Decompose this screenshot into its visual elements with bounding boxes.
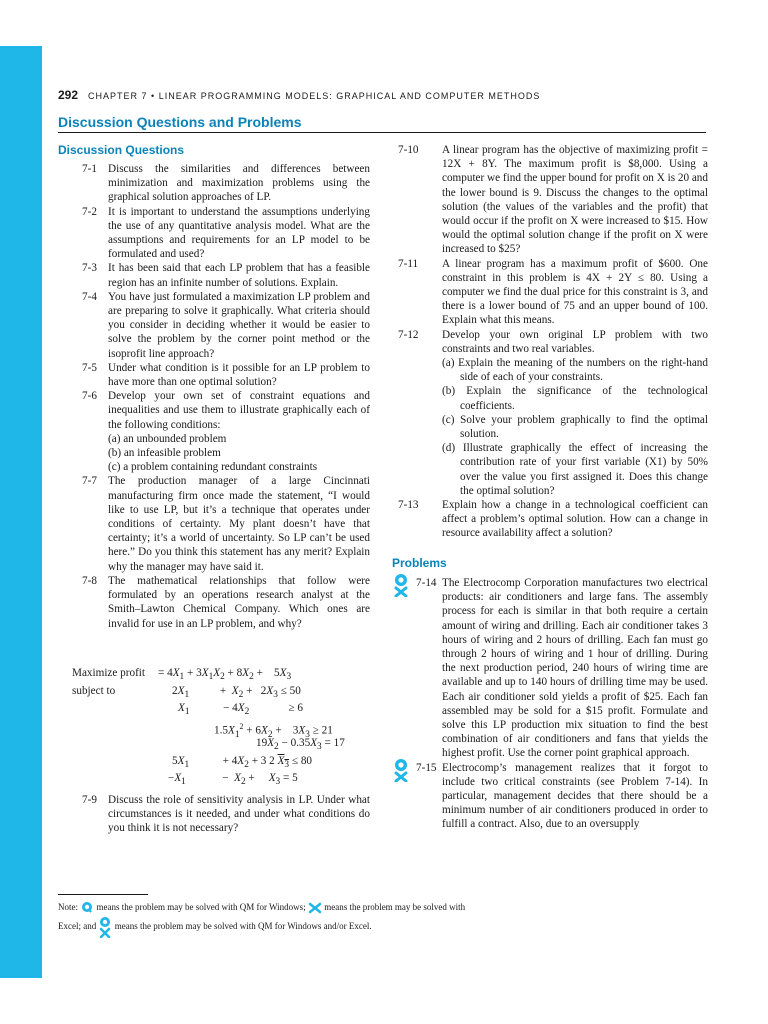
problem-text: Electrocomp’s management realizes that it forgot to include two critical constraints (see Problem 7-14). In particular, management decides that there should be a minimum number of air conditioners produced in order to fulfill a contract. Also, due to an oversupply (442, 761, 708, 831)
question-number: 7-6 (82, 390, 97, 403)
question-item (392, 328, 708, 498)
footnote-part1: means the problem may be solved with QM for Windows; (96, 902, 306, 912)
problem-item (392, 576, 708, 761)
question-number: 7-4 (82, 290, 97, 303)
question-item (58, 261, 370, 289)
qm-excel-icon (98, 916, 112, 938)
question-item (58, 474, 370, 573)
question-7-9 (58, 793, 370, 836)
question-item (58, 162, 370, 205)
cyan-margin-band (0, 46, 42, 978)
constraint-3: $1.5X_1^2 + 6X_2$ + $3X_3 \ge 21$ (214, 721, 333, 740)
question-text: Develop your own set of constraint equations and inequalities and use them to illustrate graphically each of the following conditions: (108, 390, 370, 431)
page-number: 292 (58, 88, 79, 102)
question-text: The production manager of a large Cincinnati manufacturing firm once made the statement, “I would like to use LP, but it’s a technique that operates under conditions of certainty. My plant doesn’t have that certainty; it’s a world of uncertainty. So LP can’t be used here.” Do you think this statement has any merit? Explain why the manager may have said it. (108, 475, 370, 573)
question-text: Discuss the role of sensitivity analysis in LP. Under what circumstances is it needed, and under what conditions do you think it is not necessary? (108, 794, 370, 835)
footnote-rule (58, 894, 148, 895)
question-item (58, 290, 370, 361)
question-number: 7-8 (82, 574, 97, 587)
question-number: 7-11 (398, 257, 419, 270)
section-title: Discussion Questions and Problems (58, 114, 302, 130)
problems-heading: Problems (392, 556, 447, 570)
page-side-strip (0, 0, 42, 1024)
excel-icon (308, 901, 322, 915)
constraint-1: $2X_1$ + $X_2 + 2X_3 \le 50$ (172, 684, 301, 700)
sub-item: (d) Illustrate graphically the effect of increasing the contribution rate of your first variable (X1) by 50% over the value you first assigned it. Does this change the optimal solution? (442, 442, 708, 497)
footnote (58, 899, 478, 938)
constraint-2: $X_1$ − $4X_2$ ≥ 6 (178, 702, 303, 718)
sub-item: (a) Explain the meaning of the numbers on the right-hand side of each of your constraints. (442, 357, 708, 384)
constraint-6: $-X_1$ − $X_2$ + $X_3 = 5$ (168, 772, 298, 788)
question-item (58, 574, 370, 631)
objective-label: Maximize profit (72, 667, 146, 679)
question-text: It is important to understand the assumptions underlying the use of any quantitative analysis model. What are the assumptions and requirements for an LP model to be formulated and used? (108, 205, 370, 261)
question-text: Develop your own original LP problem with two constraints and two real variables. (442, 328, 708, 355)
chapter-line: CHAPTER 7 • LINEAR PROGRAMMING MODELS: GRAPHICAL AND COMPUTER METHODS (88, 91, 541, 101)
qm-excel-icon (392, 758, 410, 786)
question-number: 7-3 (82, 262, 97, 275)
sub-item: (b) Explain the significance of the technological coefficients. (442, 385, 708, 412)
sub-item: (b) an infeasible problem (108, 447, 221, 460)
question-text: Discuss the similarities and differences between minimization and maximization problems using the graphical solution approaches of LP. (108, 163, 370, 204)
question-item (392, 143, 708, 257)
qm-windows-icon (80, 901, 94, 915)
question-number: 7-5 (82, 361, 97, 374)
question-text: You have just formulated a maximization LP problem and are preparing to solve it graphically. What criteria should you consider in deciding whether it would be easier to solve the problem by the corner point method or the isoprofit line approach? (108, 290, 370, 360)
question-item (58, 205, 370, 262)
problem-number: 7-14 (416, 577, 437, 589)
footnote-part3: means the problem may be solved with QM for Windows and/or Excel. (114, 921, 372, 932)
footnote-part2: means the problem may be solved with Excel; and (58, 902, 466, 932)
question-text: Under what condition is it possible for an LP problem to have more than one optimal solution? (108, 361, 370, 389)
question-number: 7-9 (82, 794, 97, 806)
problem-number: 7-15 (416, 761, 437, 774)
problem-list (392, 576, 708, 832)
question-number: 7-2 (82, 205, 97, 218)
question-text: Explain how a change in a technological coefficient can affect a problem’s optimal solution. How can a change in resource availability affect a solution? (442, 499, 708, 540)
sub-item: (a) an unbounded problem (108, 432, 227, 445)
left-question-list (58, 162, 370, 631)
right-question-list (392, 143, 708, 541)
constraint-4: $19X_2 - 0.35X_3 = 17$ (256, 737, 345, 753)
constraint-5: $5X_1$ + $4X_2 + 3$ 2 $X_3 \le 80$ (172, 754, 313, 770)
question-number: 7-12 (398, 328, 419, 341)
question-number: 7-10 (398, 144, 419, 156)
question-text: The mathematical relationships that follow were formulated by an operations research analyst at the Smith–Lawton Chemical Company. Which ones are invalid for use in an LP problem, and why? (108, 574, 370, 630)
subject-label: subject to (72, 684, 116, 697)
qm-excel-icon (392, 573, 410, 601)
objective-function: = $4X_1 + 3X_1X_2 + 8X_2$ + $5X_3$ (158, 667, 292, 683)
section-rule (58, 132, 706, 133)
question-text: A linear program has the objective of maximizing profit = 12X + 8Y. The maximum profit is $8,000. Using a computer we find the upper bound for profit on X is 20 and the lower bound is 9. Discuss the changes to the optimal solution (the values of the variables and the profit) that would occur if the profit on X were increased to $15. How would the optimal solution change if the profit on X were increased to $25? (442, 144, 708, 256)
question-number: 7-7 (82, 475, 97, 488)
question-number: 7-1 (82, 163, 97, 175)
question-item (58, 361, 370, 389)
running-header (58, 86, 540, 104)
question-item (58, 389, 370, 474)
question-text: A linear program has a maximum profit of $600. One constraint in this problem is 4X + 2Y ≤ 80. Using a computer we find the dual price for this constraint is 3, and there is a lower bound of 75 and an upper bound of 100. Explain what this means. (442, 257, 708, 327)
question-item (392, 257, 708, 328)
question-text: It has been said that each LP problem that has a feasible region has an infinite number of solutions. Explain. (108, 262, 370, 289)
question-item (392, 498, 708, 541)
problem-text: The Electrocomp Corporation manufactures two electrical products: air conditioners and large fans. The assembly process for each is similar in that both require a certain amount of wiring and drilling. Each air conditioner takes 3 hours of wiring and 2 hours of drilling. Each fan must go through 2 hours of wiring and 1 hour of drilling. During the next production period, 240 hours of wiring time are available and up to 140 hours of drilling time may be used. Each air conditioner sold yields a profit of $25. Each fan assembled may be sold for a $15 profit. Formulate and solve this LP production mix situation to find the best combination of air conditioners and fans that yields the highest profit. Use the corner point graphical approach. (442, 577, 708, 760)
footnote-lead: Note: (58, 902, 78, 912)
problem-item (392, 761, 708, 832)
sub-item: (c) Solve your problem graphically to find the optimal solution. (442, 413, 708, 441)
question-number: 7-13 (398, 499, 419, 512)
discussion-heading: Discussion Questions (58, 143, 185, 157)
sub-item: (c) a problem containing redundant constraints (108, 461, 318, 474)
